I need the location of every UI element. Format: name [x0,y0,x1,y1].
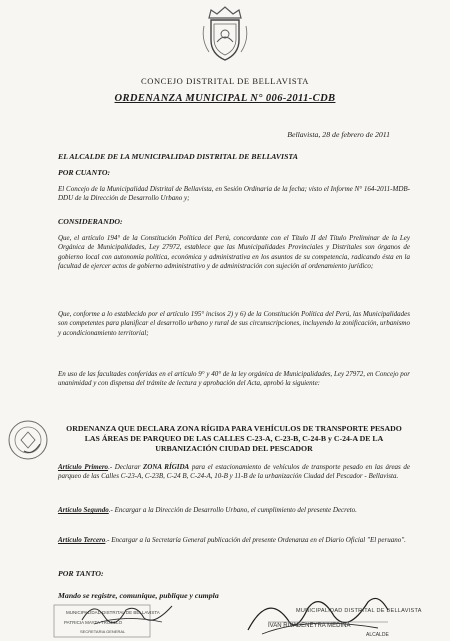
article-first [58,463,410,482]
article-text: .- Encargar a la Secretaría General publicación del presente Ordenanza en el Diario Oficial "El peruano". [105,536,406,544]
mayor-office: MUNICIPALIDAD DISTRITAL DE BELLAVISTA [296,608,422,614]
ordinance-title: ORDENANZA MUNICIPAL N° 006-2011-CDB [114,93,336,104]
article-second [58,506,410,515]
considerando-heading: CONSIDERANDO: [58,217,123,226]
considerando-paragraph-1: Que, el artículo 194° de la Constitución Política del Perú, concordante con el Título II del Título Preliminar de la Ley Orgánica de Municipalidades, Ley 27972, establece que las Municipalidades Provinciales y Distritales son órganos de gobierno local con autonomía política, económica y administrativa en los asuntos de su competencia, radicando ésta en la facultad de ejercer actos de gobierno administrativo y de administración con sujeción al ordenamiento jurídico; [58,234,410,271]
article-text: .- Declarar [108,463,144,471]
article-third [58,536,410,545]
place-date: Bellavista, 28 de febrero de 2011 [287,130,390,139]
por-cuanto-paragraph: El Concejo de la Municipalidad Distrital de Bellavista, en Sesión Ordinaria de la fecha; visto el Informe N° 164-2011-MDB-DDU de la Dirección de Desarrollo Urbano y; [58,185,410,203]
council-name: CONCEJO DISTRITAL DE BELLAVISTA [140,76,310,86]
article-label: Artículo Tercero [58,536,106,544]
article-label: Artículo Segundo [58,506,109,514]
article-emphasis: ZONA RÍGIDA [143,463,190,471]
article-label: Artículo Primero [58,463,109,471]
considerando-paragraph-3: En uso de las facultades conferidas en el artículo 9° y 40° de la ley orgánica de Municipalidades, Ley 27972, en Concejo por unanimidad y con dispensa del trámite de lectura y aprobación del Acta, aprobó la siguiente: [58,370,410,388]
article-text: para el estacionamiento de vehículos de transporte pesado en las áreas de parqueo de las Calles C-23-A, C-23B, C-24 B, C-24-A, 10-B y 11-B de la urbanización Ciudad del Pescador - Bellavista. [58,463,411,481]
mayor-role: ALCALDE [366,632,389,638]
considerando-paragraph-2: Que, conforme a lo establecido por el artículo 195° incisos 2) y 6) de la Constitución Política del Perú, las Municipalidades son competentes para planificar el desarrollo urbano y rural de sus circunscripciones, incluyendo la zonificación, urbanismo y acondicionamiento territorial; [58,310,410,337]
municipal-coat-of-arms-icon [201,4,249,64]
article-text: .- Encargar a la Dirección de Desarrollo Urbano, el cumplimiento del presente Decreto. [108,506,357,514]
decree-title: ORDENANZA QUE DECLARA ZONA RÍGIDA PARA VEHÍCULOS DE TRANSPORTE PESADO LAS ÁREAS DE PARQUEO DE LAS CALLES C-23-A, C-23-B, C-24-B y C-24-A DE LA URBANIZACIÓN CIUDAD DEL PESCADOR [66,424,402,453]
authority-heading: EL ALCALDE DE LA MUNICIPALIDAD DISTRITAL DE BELLAVISTA [58,152,298,161]
mayor-name: IVAN RIVADENEYRA MEDINA [268,623,351,629]
secretary-name: PATRICIA MAYTA TRUJILLO [64,620,123,625]
secretary-office: MUNICIPALIDAD DISTRITAL DE BELLAVISTA [66,610,160,615]
side-seal-stamp-icon [6,418,50,462]
por-cuanto-heading: POR CUANTO: [58,168,111,177]
secretary-role: SECRETARIA GENERAL [80,629,126,634]
closing-formula: Mando se registre, comunique, publique y cumpla [58,591,219,600]
secretary-signature-icon [74,596,184,630]
por-tanto-heading: POR TANTO: [58,569,104,578]
